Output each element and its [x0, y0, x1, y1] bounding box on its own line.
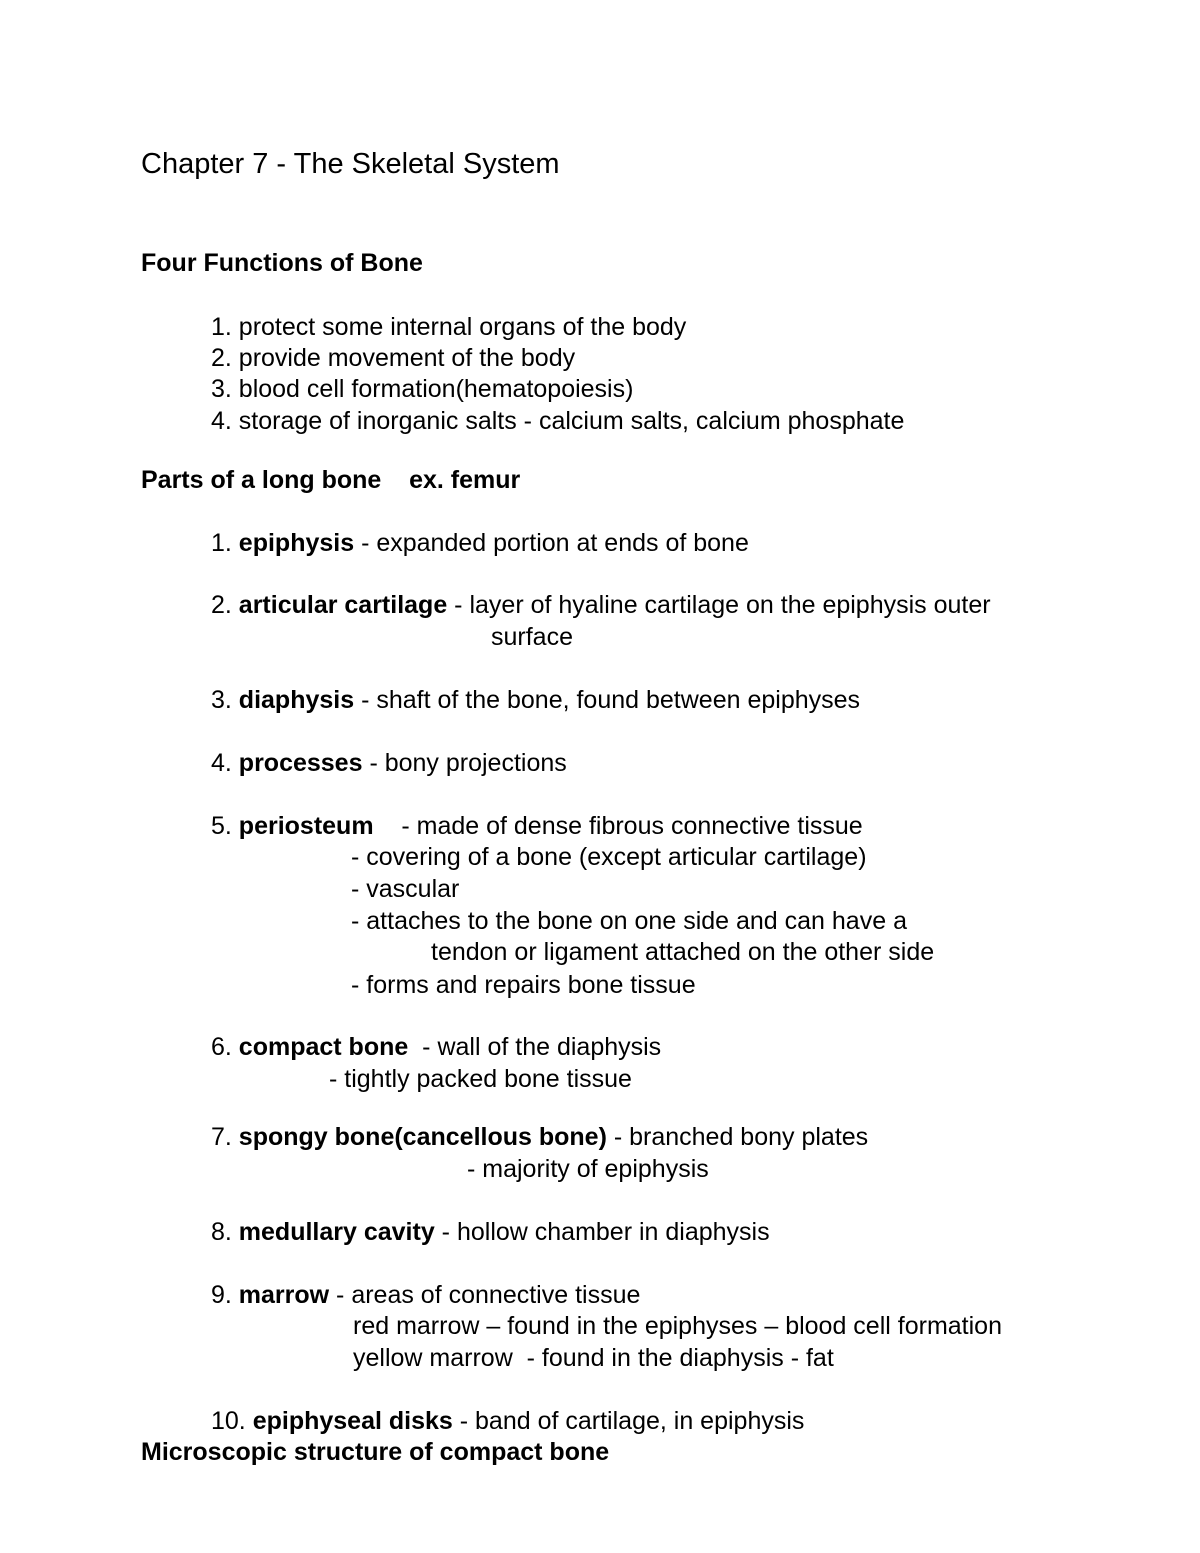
part-subpoint: - attaches to the bone on one side and can have a [351, 907, 907, 935]
function-item: 2. provide movement of the body [211, 344, 576, 372]
part-item [211, 590, 991, 621]
part-term: spongy bone(cancellous bone) [238, 1123, 607, 1151]
part-number: 7. [211, 1123, 239, 1151]
part-term: articular cartilage [238, 591, 448, 619]
part-term: processes [238, 749, 363, 777]
microscopic-heading: Microscopic structure of compact bone [141, 1438, 610, 1466]
part-item [211, 1217, 770, 1248]
part-item [211, 1406, 804, 1437]
part-definition-continued: surface [491, 623, 573, 651]
part-number: 4. [211, 749, 239, 777]
part-definition: - made of dense fibrous connective tissue [373, 812, 863, 840]
part-item [211, 528, 749, 559]
part-item [211, 748, 567, 779]
part-subpoint: tendon or ligament attached on the other side [431, 938, 935, 966]
part-term: periosteum [238, 812, 374, 840]
part-item [211, 685, 860, 716]
part-number: 5. [211, 812, 239, 840]
function-item: 3. blood cell formation(hematopoiesis) [211, 375, 634, 403]
page-title: Chapter 7 - The Skeletal System [141, 148, 560, 180]
part-term: medullary cavity [238, 1218, 435, 1246]
part-term: marrow [238, 1281, 330, 1309]
functions-heading: Four Functions of Bone [141, 249, 423, 277]
part-subpoint: yellow marrow - found in the diaphysis - fat [353, 1344, 834, 1372]
part-definition: - areas of connective tissue [329, 1281, 641, 1309]
part-subpoint: - vascular [351, 875, 460, 903]
part-number: 8. [211, 1218, 239, 1246]
part-definition: - hollow chamber in diaphysis [434, 1218, 770, 1246]
part-subpoint: - majority of epiphysis [467, 1155, 709, 1183]
part-number: 9. [211, 1281, 239, 1309]
part-subpoint: - covering of a bone (except articular cartilage) [351, 843, 867, 871]
part-number: 10. [211, 1407, 253, 1435]
part-item [211, 811, 863, 842]
part-term: epiphyseal disks [252, 1407, 453, 1435]
part-subpoint: red marrow – found in the epiphyses – blood cell formation [353, 1312, 1002, 1340]
part-definition: - branched bony plates [606, 1123, 869, 1151]
part-subpoint: - tightly packed bone tissue [329, 1065, 632, 1093]
part-term: compact bone [238, 1033, 409, 1061]
part-term: diaphysis [238, 686, 355, 714]
function-item: 1. protect some internal organs of the body [211, 313, 687, 341]
function-item: 4. storage of inorganic salts - calcium salts, calcium phosphate [211, 407, 905, 435]
part-definition: - wall of the diaphysis [408, 1033, 662, 1061]
part-item [211, 1280, 640, 1311]
part-definition: - layer of hyaline cartilage on the epiphysis outer [447, 591, 991, 619]
part-subpoint: - forms and repairs bone tissue [351, 971, 696, 999]
part-definition: - expanded portion at ends of bone [354, 529, 749, 557]
part-definition: - band of cartilage, in epiphysis [452, 1407, 805, 1435]
part-number: 3. [211, 686, 239, 714]
part-number: 6. [211, 1033, 239, 1061]
part-item [211, 1032, 661, 1063]
part-item [211, 1122, 868, 1153]
part-term: epiphysis [238, 529, 355, 557]
parts-heading: Parts of a long bone ex. femur [141, 466, 521, 494]
part-definition: - bony projections [362, 749, 567, 777]
part-definition: - shaft of the bone, found between epiphyses [354, 686, 861, 714]
part-number: 1. [211, 529, 239, 557]
part-number: 2. [211, 591, 239, 619]
